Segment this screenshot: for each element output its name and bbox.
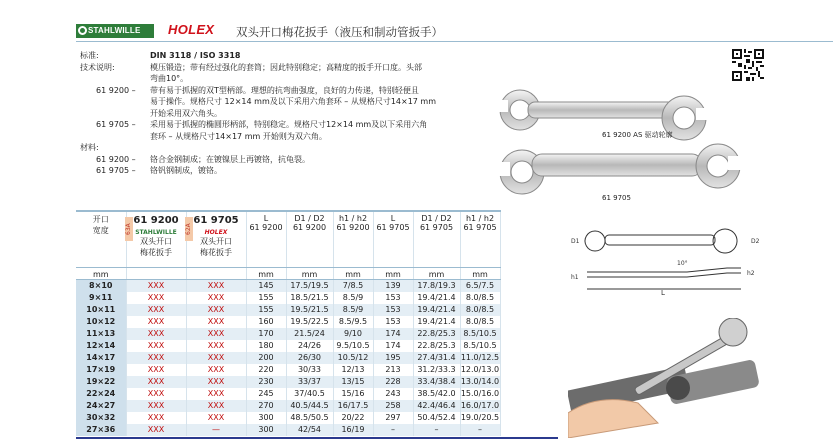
header-h2 [460, 211, 500, 268]
diagram-D2-label: D2 [751, 238, 760, 245]
h1-cell: 13/15 [333, 376, 373, 388]
size-header [76, 211, 126, 268]
qr-code-icon[interactable] [732, 49, 764, 81]
table-row [76, 280, 500, 292]
size-header-line1: 开口 [92, 215, 109, 224]
D1-cell: 19.5/22.5 [286, 316, 333, 328]
table-bottom-rule [76, 437, 558, 439]
table-row [76, 388, 500, 400]
h1-cell: 16/19 [333, 424, 373, 436]
stahlwille-swirl-icon [78, 26, 87, 35]
header-bar [76, 22, 833, 42]
h1-cell: 12/13 [333, 364, 373, 376]
order-619200-cell[interactable]: XXX [126, 292, 186, 304]
col2-tag: 62A [185, 217, 193, 241]
item2-line-1: 采用易于抓握的椭圆形柄部，特别稳定。规格尺寸12×14 mm及以下采用六角 [150, 120, 428, 129]
L2-cell: 228 [373, 376, 413, 388]
L2-cell: 139 [373, 280, 413, 292]
size-cell: 19×22 [76, 376, 126, 388]
standard-value: DIN 3118 / ISO 3318 [150, 51, 241, 60]
header-L1-sub: 61 9200 [249, 223, 283, 232]
h2-cell: 8.0/8.5 [460, 304, 500, 316]
size-header-line2: 宽度 [92, 226, 109, 235]
col2-brand: HOLEX [204, 229, 228, 236]
col1-brand: STAHLWILLE [135, 229, 177, 236]
D1-cell: 18.5/21.5 [286, 292, 333, 304]
unit-h2: mm [460, 268, 500, 280]
item2-code: 61 9705 – [96, 120, 136, 129]
order-619200-cell[interactable]: XXX [126, 352, 186, 364]
item1-line-3: 开始采用双六角头。 [150, 108, 222, 118]
L1-cell: 200 [246, 352, 286, 364]
stahlwille-logo [76, 24, 154, 38]
size-cell: 10×12 [76, 316, 126, 328]
unit-h1: mm [333, 268, 373, 280]
size-cell: 8×10 [76, 280, 126, 292]
D1-cell: 48.5/50.5 [286, 412, 333, 424]
order-619705-cell[interactable]: XXX [186, 400, 246, 412]
order-619200-cell[interactable]: XXX [126, 364, 186, 376]
table-row [76, 328, 500, 340]
L2-cell: 213 [373, 364, 413, 376]
L1-cell: 245 [246, 388, 286, 400]
L2-cell: 153 [373, 316, 413, 328]
table-row [76, 316, 500, 328]
size-cell: 22×24 [76, 388, 126, 400]
L2-cell: 195 [373, 352, 413, 364]
wrench-619705-photo [492, 144, 750, 194]
size-cell: 24×27 [76, 400, 126, 412]
h1-cell: 7/8.5 [333, 280, 373, 292]
h2-cell: 12.0/13.0 [460, 365, 500, 374]
header-D2 [413, 211, 460, 268]
order-619705-cell[interactable]: XXX [186, 292, 246, 304]
D1-cell: 21.5/24 [286, 328, 333, 340]
header-h1-sub: 61 9200 [336, 223, 370, 232]
D2-cell: 22.8/25.3 [413, 328, 460, 340]
D2-cell: 31.2/33.3 [413, 364, 460, 376]
col1-tag: 63A [125, 217, 133, 241]
D2-cell: 17.8/19.3 [413, 280, 460, 292]
D1-cell: 17.5/19.5 [286, 280, 333, 292]
unit-L1: mm [246, 268, 286, 280]
header-D2-sub: 61 9705 [419, 223, 454, 232]
D2-cell: 38.5/42.0 [413, 388, 460, 400]
size-cell: 14×17 [76, 352, 126, 364]
size-cell: 12×14 [76, 340, 126, 352]
h2-cell: 8.5/10.5 [460, 328, 500, 340]
D2-cell: – [413, 424, 460, 436]
col2-name-2: 梅花扳手 [200, 248, 232, 257]
D2-cell: 27.4/31.4 [413, 352, 460, 364]
table-body [76, 280, 500, 436]
size-cell: 30×32 [76, 412, 126, 424]
header-h1 [333, 211, 373, 268]
h1-cell: 16/17.5 [333, 400, 373, 412]
L1-cell: 155 [246, 292, 286, 304]
h1-cell: 10.5/12 [333, 352, 373, 364]
order-619200-cell[interactable]: XXX [126, 412, 186, 424]
holex-logo: HOLEX [168, 22, 215, 37]
L2-cell: 297 [373, 412, 413, 424]
L2-cell: 243 [373, 388, 413, 400]
D2-cell: 42.4/46.4 [413, 400, 460, 412]
D2-cell: 19.4/21.4 [413, 292, 460, 304]
mat1-code: 61 9200 – [96, 154, 136, 164]
diagram-L-label: L [661, 289, 665, 297]
L2-cell: 153 [373, 292, 413, 304]
size-cell: 27×36 [76, 424, 126, 436]
diagram-angle-label: 10° [677, 260, 688, 267]
table-row [76, 412, 500, 424]
header-D1-label: D1 / D2 [294, 214, 325, 223]
L2-cell: 258 [373, 400, 413, 412]
order-619705-cell[interactable]: — [186, 424, 246, 436]
mat2-text: 铬钒钢制成，镀铬。 [150, 166, 222, 175]
tech-line-2: 弯曲10°。 [150, 74, 189, 83]
photo-caption-619705: 61 9705 [602, 194, 631, 202]
size-cell: 10×11 [76, 304, 126, 316]
item1-code: 61 9200 – [96, 85, 136, 95]
size-cell: 11×13 [76, 328, 126, 340]
table-row [76, 424, 500, 436]
L1-cell: 170 [246, 328, 286, 340]
table-row [76, 292, 500, 304]
diagram-h1-label: h1 [571, 274, 579, 281]
L2-cell: – [373, 424, 413, 436]
order-619705-cell[interactable]: XXX [186, 328, 246, 340]
description-block [76, 50, 501, 177]
order-619200-cell[interactable]: XXX [126, 316, 186, 328]
order-619705-cell[interactable]: XXX [186, 364, 246, 376]
table-row [76, 376, 500, 388]
order-619705-cell[interactable]: XXX [186, 352, 246, 364]
L1-cell: 300 [246, 412, 286, 424]
unit-D2: mm [413, 268, 460, 280]
order-619705-cell[interactable]: XXX [186, 412, 246, 424]
header-L2-sub: 61 9705 [376, 223, 410, 232]
header-L1-label: L [263, 214, 269, 223]
size-cell: 9×11 [76, 292, 126, 304]
order-619705-cell[interactable]: XXX [186, 316, 246, 328]
h1-cell: 15/16 [333, 388, 373, 400]
order-619200-cell[interactable]: XXX [126, 304, 186, 316]
D1-cell: 26/30 [286, 352, 333, 364]
table-row [76, 304, 500, 316]
unit-col2 [186, 268, 246, 280]
col2-name-1: 双头开口 [200, 237, 232, 246]
item2-line-2: 套环 – 从规格尺寸14×17 mm 开始则为双六角。 [150, 131, 327, 141]
L1-cell: 155 [246, 304, 286, 316]
h1-cell: 9.5/10.5 [333, 340, 373, 352]
unit-L2: mm [373, 268, 413, 280]
order-619200-cell[interactable]: XXX [126, 340, 186, 352]
header-h2-sub: 61 9705 [463, 223, 497, 232]
spec-table [76, 210, 501, 436]
item1-line-1: 带有易于抓握的双T型柄部。理想的抗弯曲强度，良好的力传递，特别轻便且 [150, 85, 419, 95]
h2-cell: 6.5/7.5 [460, 280, 500, 292]
L2-cell: 174 [373, 328, 413, 340]
unit-D1: mm [286, 268, 333, 280]
col1-name-1: 双头开口 [140, 237, 172, 246]
D2-cell: 19.4/21.4 [413, 304, 460, 316]
order-619705-cell[interactable]: XXX [186, 340, 246, 352]
h2-cell: 8.0/8.5 [460, 316, 500, 328]
header-D1-sub: 61 9200 [292, 223, 327, 232]
D1-cell: 30/33 [286, 364, 333, 376]
mat2-code: 61 9705 – [96, 166, 136, 175]
h2-cell: 16.0/17.0 [460, 401, 500, 410]
D1-cell: 37/40.5 [286, 388, 333, 400]
stahlwille-logo-text: STAHLWILLE [88, 26, 141, 35]
order-619200-cell[interactable]: XXX [126, 400, 186, 412]
D1-cell: 33/37 [286, 376, 333, 388]
header-h2-label: h1 / h2 [465, 214, 495, 223]
col1-number: 61 9200 [133, 215, 179, 226]
D2-cell: 19.4/21.4 [413, 316, 460, 328]
L1-cell: 180 [246, 340, 286, 352]
header-L2 [373, 211, 413, 268]
h1-cell: 8.5/9 [333, 292, 373, 304]
diagram-D1-label: D1 [571, 238, 580, 245]
L1-cell: 230 [246, 376, 286, 388]
unit-col1 [126, 268, 186, 280]
order-619705-cell[interactable]: XXX [186, 304, 246, 316]
table-header-row [76, 211, 500, 268]
header-h1-label: h1 / h2 [338, 214, 368, 223]
material-label: 材料: [80, 143, 99, 152]
h1-cell: 8.5/9 [333, 304, 373, 316]
table-row [76, 400, 500, 412]
h1-cell: 8.5/9.5 [333, 316, 373, 328]
order-619705-cell[interactable]: XXX [186, 388, 246, 400]
D2-cell: 22.8/25.3 [413, 340, 460, 352]
header-D2-label: D1 / D2 [421, 214, 452, 223]
usage-photo [568, 318, 768, 438]
header-L1 [246, 211, 286, 268]
mat1-text: 铬合金钢制成；在镀镍层上再镀铬，抗龟裂。 [150, 154, 310, 164]
header-D1 [286, 211, 333, 268]
order-619200-cell[interactable]: XXX [126, 280, 186, 292]
order-619200-cell[interactable]: XXX [126, 388, 186, 400]
L1-cell: 220 [246, 364, 286, 376]
col1-name-2: 梅花扳手 [140, 248, 172, 257]
order-619705-cell[interactable]: XXX [186, 376, 246, 388]
header-L2-label: L [390, 214, 396, 223]
size-cell: 17×19 [76, 364, 126, 376]
col-619200-header[interactable] [126, 211, 186, 268]
tech-line-1: 模压锻造；带有经过强化的套筒；因此特别稳定；高精度的扳手开口度。头部 [150, 62, 422, 72]
h1-cell: 9/10 [333, 328, 373, 340]
order-619705-cell[interactable]: XXX [186, 280, 246, 292]
L1-cell: 145 [246, 280, 286, 292]
table-row [76, 364, 500, 376]
order-619200-cell[interactable]: XXX [126, 424, 186, 436]
diagram-h2-label: h2 [747, 270, 755, 277]
D1-cell: 19.5/21.5 [286, 304, 333, 316]
L1-cell: 300 [246, 424, 286, 436]
L1-cell: 160 [246, 316, 286, 328]
L2-cell: 174 [373, 340, 413, 352]
D1-cell: 40.5/44.5 [286, 400, 333, 412]
order-619200-cell[interactable]: XXX [126, 328, 186, 340]
col-619705-header[interactable] [186, 211, 246, 268]
L2-cell: 153 [373, 304, 413, 316]
h2-cell: – [460, 424, 500, 436]
D1-cell: 24/26 [286, 340, 333, 352]
photo-caption-619200: 61 9200 AS 驱动轮廓 [602, 131, 673, 139]
tech-label: 技术说明: [80, 62, 115, 72]
h2-cell: 8.0/8.5 [460, 292, 500, 304]
D2-cell: 33.4/38.4 [413, 376, 460, 388]
standard-label: 标准: [80, 51, 99, 60]
h1-cell: 20/22 [333, 412, 373, 424]
unit-size: mm [76, 268, 126, 280]
h2-cell: 13.0/14.0 [460, 377, 500, 386]
table-unit-row [76, 268, 500, 280]
h2-cell: 19.0/20.5 [460, 413, 500, 422]
table-row [76, 352, 500, 364]
h2-cell: 15.0/16.0 [460, 389, 500, 398]
col2-number: 61 9705 [193, 215, 239, 226]
L1-cell: 270 [246, 400, 286, 412]
D2-cell: 50.4/52.4 [413, 412, 460, 424]
page-title: 双头开口梅花扳手（液压和制动管扳手） [236, 25, 443, 39]
wrench-product-photos [488, 88, 750, 206]
h2-cell: 11.0/12.5 [460, 353, 500, 362]
dimension-diagram [565, 217, 765, 297]
order-619200-cell[interactable]: XXX [126, 376, 186, 388]
table-row [76, 340, 500, 352]
D1-cell: 42/54 [286, 424, 333, 436]
h2-cell: 8.5/10.5 [460, 340, 500, 352]
item1-line-2: 易于操作。规格尺寸 12×14 mm及以下采用六角套环 – 从规格尺寸14×17 mm [150, 97, 437, 106]
